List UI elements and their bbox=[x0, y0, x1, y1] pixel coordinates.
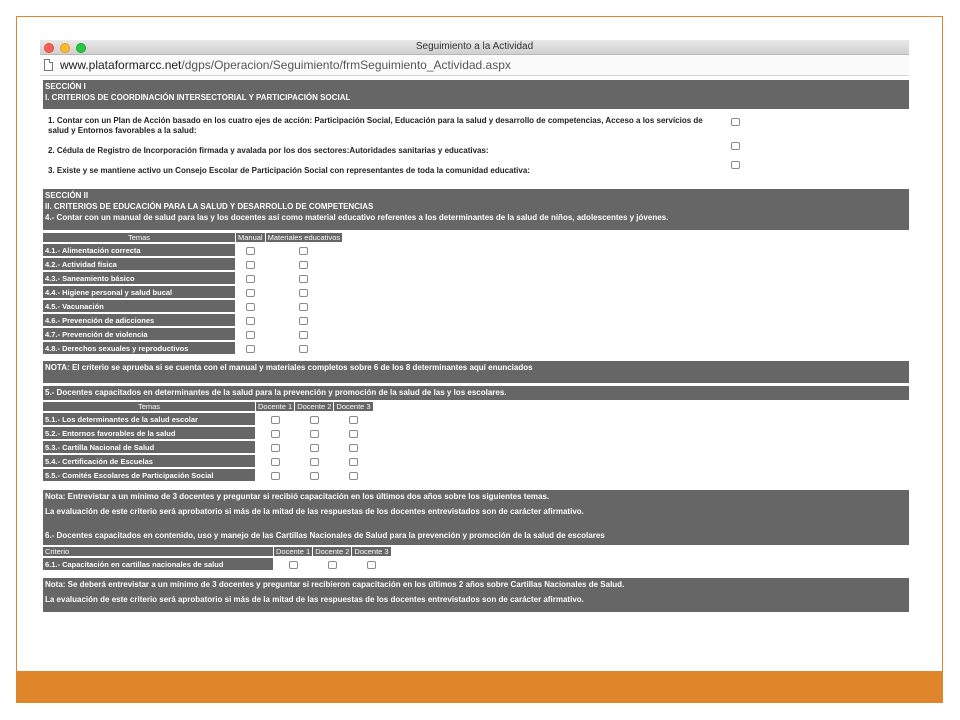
row-checkbox[interactable] bbox=[310, 444, 319, 452]
row-checkbox[interactable] bbox=[310, 430, 319, 438]
table-header: Docente 2 bbox=[315, 547, 350, 556]
criterion-6-title: 6.- Docentes capacitados en contenido, uso y manejo de las Cartillas Nacionales de Salud para la prevención y promoción de la salud de escolares bbox=[45, 531, 605, 540]
row-checkbox[interactable] bbox=[246, 289, 255, 297]
question-2 bbox=[43, 146, 909, 166]
window-titlebar bbox=[40, 40, 909, 55]
address-bar[interactable] bbox=[40, 55, 909, 76]
criterion-4-table bbox=[42, 231, 343, 356]
row-checkbox[interactable] bbox=[246, 331, 255, 339]
table-header: Docente 1 bbox=[276, 547, 311, 556]
table-header: Docente 3 bbox=[336, 402, 371, 411]
question-1-text: 1. Contar con un Plan de Acción basado en los cuatro ejes de acción: Participación Social, Educación para la salud y desarrollo de competencias, Acceso a los servicios de salud y Entornos favorables a la salud: bbox=[48, 116, 703, 135]
table-header: Temas bbox=[43, 233, 235, 242]
row-checkbox[interactable] bbox=[349, 458, 358, 466]
topic-label: 5.1.- Los determinantes de la salud escolar bbox=[43, 413, 255, 425]
row-checkbox[interactable] bbox=[289, 561, 298, 569]
section-2-title: II. CRITERIOS DE EDUCACIÓN PARA LA SALUD Y DESARROLLO DE COMPETENCIAS bbox=[45, 202, 374, 211]
table-row bbox=[43, 427, 373, 439]
checkbox-cell bbox=[256, 455, 294, 467]
checkbox-cell bbox=[266, 244, 343, 256]
row-checkbox[interactable] bbox=[310, 416, 319, 424]
table-row bbox=[43, 469, 373, 481]
checkbox-cell bbox=[236, 300, 265, 312]
checkbox-cell bbox=[295, 413, 333, 425]
row-checkbox[interactable] bbox=[299, 331, 308, 339]
checkbox-cell bbox=[236, 244, 265, 256]
row-checkbox[interactable] bbox=[246, 261, 255, 269]
row-checkbox[interactable] bbox=[271, 416, 280, 424]
question-2-checkbox[interactable] bbox=[731, 142, 740, 150]
topic-label: 4.5.- Vacunación bbox=[43, 300, 235, 312]
topic-label: 6.1.- Capacitación en cartillas nacionales de salud bbox=[43, 558, 273, 570]
table-header: Docente 2 bbox=[297, 402, 332, 411]
checkbox-cell bbox=[256, 441, 294, 453]
section-2-heading: SECCIÓN II bbox=[45, 191, 89, 200]
url-text[interactable] bbox=[60, 58, 511, 72]
row-checkbox[interactable] bbox=[310, 472, 319, 480]
row-checkbox[interactable] bbox=[310, 458, 319, 466]
checkbox-cell bbox=[334, 441, 372, 453]
table-row bbox=[43, 300, 342, 312]
row-checkbox[interactable] bbox=[349, 472, 358, 480]
criterion-4-title: 4.- Contar con un manual de salud para las y los docentes así como material educativo referentes a los determinantes de la salud de niños, adolescentes y jóvenes. bbox=[45, 213, 669, 222]
page-icon bbox=[44, 59, 53, 71]
row-checkbox[interactable] bbox=[349, 430, 358, 438]
checkbox-cell bbox=[266, 300, 343, 312]
criterion-6-note bbox=[43, 578, 909, 612]
checkbox-cell bbox=[256, 469, 294, 481]
table-header: Materiales educativos bbox=[267, 233, 341, 242]
checkbox-cell bbox=[295, 441, 333, 453]
row-checkbox[interactable] bbox=[271, 444, 280, 452]
topic-label: 5.4.- Certificación de Escuelas bbox=[43, 455, 255, 467]
checkbox-cell bbox=[256, 413, 294, 425]
checkbox-cell bbox=[266, 272, 343, 284]
section-1-header bbox=[43, 80, 909, 109]
table-row bbox=[43, 272, 342, 284]
checkbox-cell bbox=[266, 314, 343, 326]
table-header: Manual bbox=[238, 233, 263, 242]
row-checkbox[interactable] bbox=[246, 303, 255, 311]
window-title: Seguimiento a la Actividad bbox=[415, 41, 534, 52]
question-3 bbox=[43, 166, 909, 189]
row-checkbox[interactable] bbox=[349, 444, 358, 452]
table-row bbox=[43, 558, 391, 570]
url-host: www.plataformarcc.net bbox=[60, 58, 182, 72]
checkbox-cell bbox=[266, 342, 343, 354]
checkbox-cell bbox=[334, 413, 372, 425]
question-3-text: 3. Existe y se mantiene activo un Consejo Escolar de Participación Social con representantes de toda la comunidad educativa: bbox=[48, 166, 530, 175]
row-checkbox[interactable] bbox=[271, 458, 280, 466]
row-checkbox[interactable] bbox=[299, 345, 308, 353]
topic-label: 4.8.- Derechos sexuales y reproductivos bbox=[43, 342, 235, 354]
checkbox-cell bbox=[236, 342, 265, 354]
table-row bbox=[43, 258, 342, 270]
row-checkbox[interactable] bbox=[299, 275, 308, 283]
section-1-heading: SECCIÓN I bbox=[45, 82, 86, 91]
row-checkbox[interactable] bbox=[328, 561, 337, 569]
table-header: Criterio bbox=[43, 547, 273, 556]
row-checkbox[interactable] bbox=[349, 416, 358, 424]
criterion-5-title: 5.- Docentes capacitados en determinantes de la salud para la prevención y promoción de la salud de las y los escolares. bbox=[43, 386, 909, 400]
topic-label: 4.1.- Alimentación correcta bbox=[43, 244, 235, 256]
row-checkbox[interactable] bbox=[299, 317, 308, 325]
topic-label: 4.7.- Prevención de violencia bbox=[43, 328, 235, 340]
footer-bar bbox=[17, 671, 942, 702]
url-path: /dgps/Operacion/Seguimiento/frmSeguimiento_Actividad.aspx bbox=[181, 58, 511, 72]
question-3-checkbox[interactable] bbox=[731, 161, 740, 169]
criterion-5-note bbox=[43, 490, 909, 545]
table-header: Docente 1 bbox=[258, 402, 293, 411]
table-header: Temas bbox=[43, 402, 255, 411]
checkbox-cell bbox=[313, 558, 351, 570]
checkbox-cell bbox=[266, 328, 343, 340]
checkbox-cell bbox=[236, 314, 265, 326]
row-checkbox[interactable] bbox=[299, 261, 308, 269]
checkbox-cell bbox=[334, 469, 372, 481]
row-checkbox[interactable] bbox=[367, 561, 376, 569]
row-checkbox[interactable] bbox=[299, 289, 308, 297]
checkbox-cell bbox=[334, 427, 372, 439]
section-2-header bbox=[43, 189, 909, 230]
criterion-6-table bbox=[42, 545, 392, 572]
checkbox-cell bbox=[266, 286, 343, 298]
checkbox-cell bbox=[352, 558, 390, 570]
table-row bbox=[43, 342, 342, 354]
checkbox-cell bbox=[256, 427, 294, 439]
checkbox-cell bbox=[274, 558, 312, 570]
question-1 bbox=[43, 116, 909, 146]
checkbox-cell bbox=[295, 455, 333, 467]
row-checkbox[interactable] bbox=[299, 303, 308, 311]
table-header: Docente 3 bbox=[354, 547, 389, 556]
table-row bbox=[43, 244, 342, 256]
row-checkbox[interactable] bbox=[246, 345, 255, 353]
table-row bbox=[43, 314, 342, 326]
section-1-title: I. CRITERIOS DE COORDINACIÓN INTERSECTORIAL Y PARTICIPACIÓN SOCIAL bbox=[45, 93, 351, 102]
criterion-6-note-line-2: La evaluación de este criterio será aprobatorio si más de la mitad de las respuestas de los docentes entrevistados son de carácter afirmativo. bbox=[45, 595, 584, 604]
table-row bbox=[43, 455, 373, 467]
criterion-6-note-line-1: Nota: Se deberá entrevistar a un mínimo de 3 docentes y preguntar si recibieron capacitación en los últimos 2 años sobre Cartillas Nacionales de Salud. bbox=[45, 580, 625, 589]
topic-label: 5.2.- Entornos favorables de la salud bbox=[43, 427, 255, 439]
checkbox-cell bbox=[295, 427, 333, 439]
criterion-4-note: NOTA: El criterio se aprueba si se cuenta con el manual y materiales completos sobre 6 de los 8 determinantes aquí enunciados bbox=[43, 361, 909, 383]
checkbox-cell bbox=[236, 272, 265, 284]
topic-label: 4.6.- Prevención de adicciones bbox=[43, 314, 235, 326]
row-checkbox[interactable] bbox=[246, 247, 255, 255]
table-row bbox=[43, 328, 342, 340]
checkbox-cell bbox=[334, 455, 372, 467]
checkbox-cell bbox=[236, 328, 265, 340]
row-checkbox[interactable] bbox=[246, 275, 255, 283]
checkbox-cell bbox=[295, 469, 333, 481]
criterion-5-table bbox=[42, 400, 374, 483]
topic-label: 5.3.- Cartilla Nacional de Salud bbox=[43, 441, 255, 453]
row-checkbox[interactable] bbox=[299, 247, 308, 255]
table-row bbox=[43, 286, 342, 298]
question-1-checkbox[interactable] bbox=[731, 118, 740, 126]
row-checkbox[interactable] bbox=[246, 317, 255, 325]
form-content bbox=[43, 80, 909, 612]
topic-label: 4.4.- Higiene personal y salud bucal bbox=[43, 286, 235, 298]
checkbox-cell bbox=[266, 258, 343, 270]
checkbox-cell bbox=[236, 286, 265, 298]
checkbox-cell bbox=[236, 258, 265, 270]
topic-label: 4.3.- Saneamiento básico bbox=[43, 272, 235, 284]
question-2-text: 2. Cédula de Registro de Incorporación firmada y avalada por los dos sectores:Autoridades sanitarias y educativas: bbox=[48, 146, 489, 155]
criterion-5-note-line-1: Nota: Entrevistar a un mínimo de 3 docentes y preguntar si recibió capacitación en los últimos dos años sobre los siguientes temas. bbox=[45, 492, 550, 501]
table-row bbox=[43, 413, 373, 425]
table-row bbox=[43, 441, 373, 453]
criterion-5-note-line-2: La evaluación de este criterio será aprobatorio si más de la mitad de las respuestas de los docentes entrevistados son de carácter afirmativo. bbox=[45, 507, 584, 516]
topic-label: 5.5.- Comités Escolares de Participación Social bbox=[43, 469, 255, 481]
row-checkbox[interactable] bbox=[271, 430, 280, 438]
row-checkbox[interactable] bbox=[271, 472, 280, 480]
topic-label: 4.2.- Actividad física bbox=[43, 258, 235, 270]
